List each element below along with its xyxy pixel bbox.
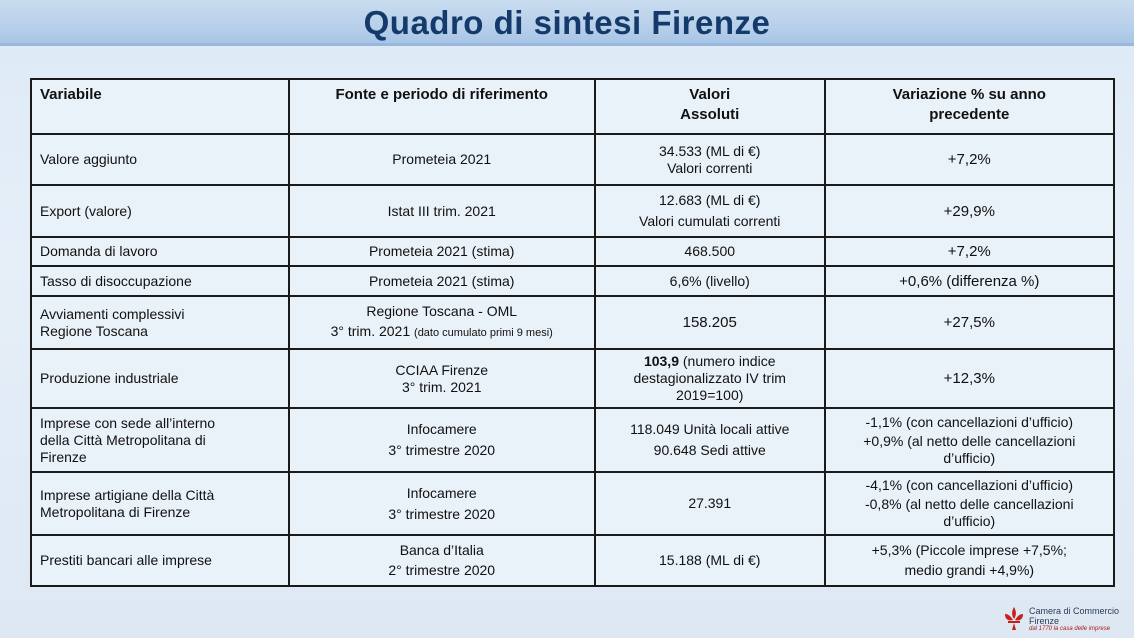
table-row <box>31 185 1114 237</box>
cell-variazione <box>825 296 1114 349</box>
cell-variabile <box>31 472 289 535</box>
cell-fonte <box>289 185 595 237</box>
cell-line: 3° trimestre 2020 <box>388 505 496 522</box>
cell-line: Imprese con sede all’interno <box>40 414 216 431</box>
cell-valori <box>595 185 825 237</box>
cell-line: Prestiti bancari alle imprese <box>40 552 212 568</box>
cell-line: 6,6% (livello) <box>669 272 750 289</box>
cell-line: Export (valore) <box>40 202 132 219</box>
cell-variabile <box>31 134 289 185</box>
header-valori <box>595 79 825 134</box>
summary-table <box>30 78 1115 587</box>
cell-line: +5,3% (Piccole imprese +7,5%; <box>871 542 1067 558</box>
page-title: Quadro di sintesi Firenze <box>363 4 771 41</box>
cell-variabile <box>31 408 289 472</box>
cell-line: Produzione industriale <box>40 370 179 386</box>
index-value: 103,9 <box>643 353 679 369</box>
cell-line: 3° trim. 2021 <box>401 378 482 395</box>
cell-line: 468.500 <box>684 243 736 259</box>
cell-line: Tasso di disoccupazione <box>40 272 192 289</box>
cell-variabile <box>31 266 289 296</box>
cell-line <box>298 323 586 342</box>
cell-line: Prometeia 2021 (stima) <box>368 272 515 289</box>
cell-line: +27,5% <box>943 314 995 331</box>
cell-variazione <box>825 266 1114 296</box>
cell-line: -1,1% (con cancellazioni d’ufficio) <box>865 413 1074 430</box>
table-row <box>31 349 1114 408</box>
cell-variabile <box>31 185 289 237</box>
cell-variazione <box>825 237 1114 266</box>
cell-line: della Città Metropolitana di <box>40 431 206 448</box>
cell-variazione <box>825 472 1114 535</box>
cell-line: +0,9% (al netto delle cancellazioni <box>863 432 1076 449</box>
cell-line: 2019=100) <box>676 387 744 403</box>
table-row <box>31 472 1114 535</box>
cell-line: Prometeia 2021 <box>392 151 492 167</box>
cell-valori <box>595 349 825 408</box>
cell-line: Valore aggiunto <box>40 151 138 167</box>
cell-line: Infocamere <box>406 421 477 437</box>
fleur-de-lis-icon <box>1003 606 1025 632</box>
cell-line: Domanda di lavoro <box>40 243 158 259</box>
cell-fonte <box>289 349 595 408</box>
cell-line: CCIAA Firenze <box>395 361 489 378</box>
cell-line: Prometeia 2021 (stima) <box>368 243 515 259</box>
table-row <box>31 296 1114 349</box>
cell-fonte <box>289 134 595 185</box>
cell-line: d’ufficio) <box>943 513 996 529</box>
cell-valori <box>595 237 825 266</box>
table-header-row <box>31 79 1114 134</box>
cell-variazione <box>825 134 1114 185</box>
cell-line: +12,3% <box>943 370 995 387</box>
cell-line: d’ufficio) <box>943 449 996 466</box>
cell-variazione <box>825 185 1114 237</box>
cell-line: Valori cumulati correnti <box>639 213 781 229</box>
cell-line <box>604 353 816 370</box>
table-row <box>31 535 1114 586</box>
cell-fonte <box>289 266 595 296</box>
table-row <box>31 134 1114 185</box>
cell-valori <box>595 296 825 349</box>
cell-line: 2° trimestre 2020 <box>388 562 496 578</box>
header-valori-line1: Valori <box>689 86 731 103</box>
header-fonte: Fonte e periodo di riferimento <box>289 79 595 134</box>
cell-variabile <box>31 237 289 266</box>
cell-line: 3° trimestre 2020 <box>388 442 496 458</box>
cell-line: 90.648 Sedi attive <box>653 442 766 458</box>
cell-variazione <box>825 349 1114 408</box>
cell-fonte <box>289 408 595 472</box>
cell-line: Regione Toscana - OML <box>366 303 518 319</box>
cell-variabile <box>31 535 289 586</box>
table-row <box>31 266 1114 296</box>
cell-fonte <box>289 296 595 349</box>
cell-valori <box>595 134 825 185</box>
cell-variabile <box>31 296 289 349</box>
cell-variazione <box>825 535 1114 586</box>
cell-line: +29,9% <box>943 202 995 220</box>
cell-line: Avviamenti complessivi <box>40 305 185 322</box>
cell-line: +0,6% (differenza %) <box>899 272 1040 290</box>
cell-line: 27.391 <box>688 495 732 511</box>
logo-line2: Firenze <box>1029 616 1060 626</box>
cell-line: +7,2% <box>947 151 991 168</box>
fonte-note: (dato cumulato primi 9 mesi) <box>414 327 553 339</box>
cell-line: Infocamere <box>406 484 477 501</box>
logo-tagline: dal 1770 la casa delle imprese <box>1029 626 1111 632</box>
cell-variazione <box>825 408 1114 472</box>
summary-table-wrap <box>30 78 1115 587</box>
cell-variabile <box>31 349 289 408</box>
cell-valori <box>595 266 825 296</box>
cell-line: -0,8% (al netto delle cancellazioni <box>864 496 1074 512</box>
cell-line: medio grandi +4,9%) <box>904 562 1035 578</box>
cell-fonte <box>289 535 595 586</box>
logo-text <box>1029 606 1119 626</box>
cell-line: 34.533 (ML di €) <box>659 142 761 159</box>
cell-line: Valori correnti <box>667 159 753 176</box>
header-variazione-line1: Variazione % su anno <box>892 86 1046 103</box>
fonte-period: 3° trim. 2021 <box>330 323 411 339</box>
chamber-of-commerce-logo <box>1003 604 1133 636</box>
cell-valori <box>595 472 825 535</box>
header-variabile: Variabile <box>31 79 289 134</box>
cell-line: Regione Toscana <box>40 322 148 339</box>
cell-line: destagionalizzato IV trim <box>633 370 786 386</box>
cell-fonte <box>289 237 595 266</box>
header-variazione-line2: precedente <box>929 106 1010 123</box>
cell-line: Firenze <box>40 448 87 465</box>
cell-line: 118.049 Unità locali attive <box>630 421 790 437</box>
header-valori-line2: Assoluti <box>680 106 740 123</box>
cell-line: 158.205 <box>682 314 737 331</box>
cell-valori <box>595 408 825 472</box>
cell-line: 15.188 (ML di €) <box>659 552 761 568</box>
cell-line: Metropolitana di Firenze <box>40 503 191 520</box>
cell-valori <box>595 535 825 586</box>
cell-line: Istat III trim. 2021 <box>387 202 496 219</box>
logo-line1: Camera di Commercio <box>1029 606 1120 616</box>
index-caption: (numero indice <box>679 353 776 369</box>
cell-line: Imprese artigiane della Città <box>40 486 215 503</box>
cell-line: -4,1% (con cancellazioni d’ufficio) <box>865 477 1074 493</box>
cell-line: +7,2% <box>947 243 991 260</box>
table-row <box>31 408 1114 472</box>
header-variazione <box>825 79 1114 134</box>
table-row <box>31 237 1114 266</box>
cell-line: Banca d’Italia <box>399 542 484 558</box>
cell-fonte <box>289 472 595 535</box>
cell-line: 12.683 (ML di €) <box>659 192 761 208</box>
